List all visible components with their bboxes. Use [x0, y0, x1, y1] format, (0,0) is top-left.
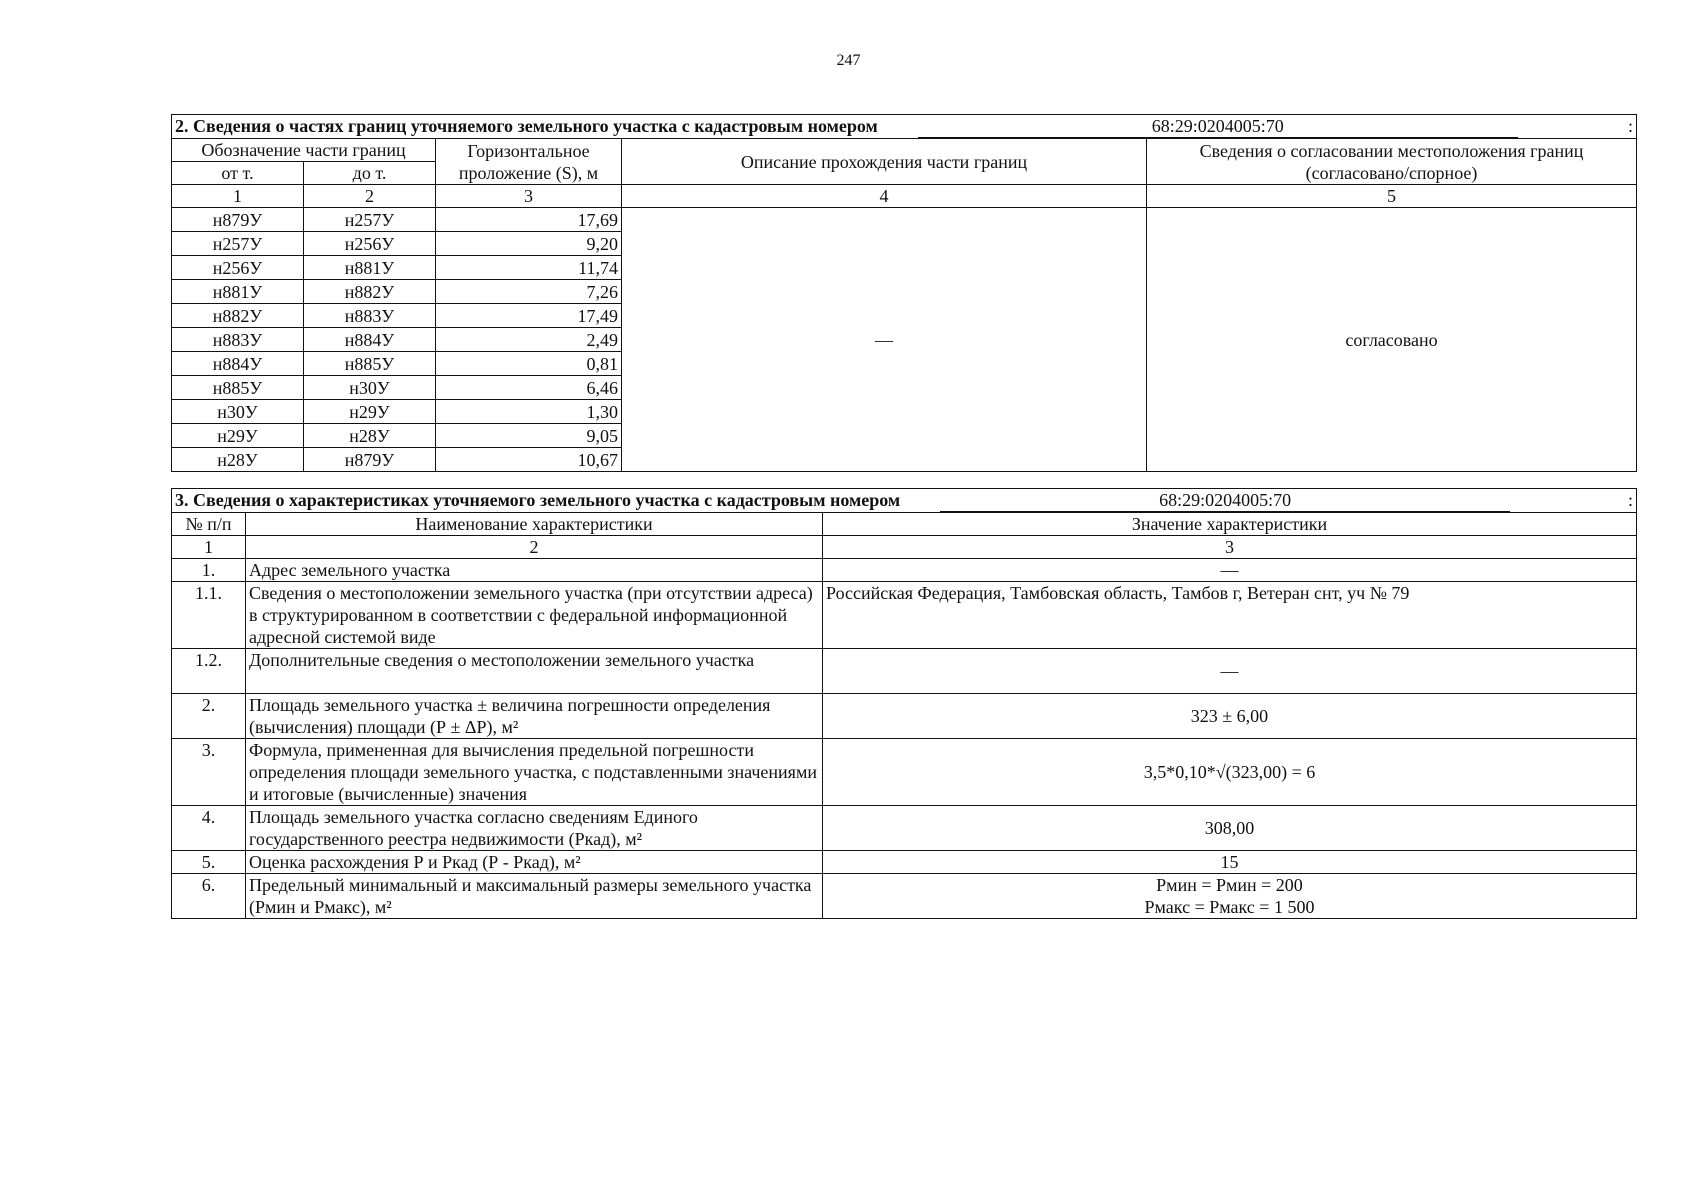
- row-num: 4.: [172, 806, 246, 851]
- row-num: 3.: [172, 739, 246, 806]
- from-point: н883У: [172, 328, 304, 352]
- section3-title: 3. Сведения о характеристиках уточняемого земельного участка с кадастровым номером: [175, 490, 901, 510]
- row-num: 1.1.: [172, 582, 246, 649]
- row-name: Формула, примененная для вычисления предельной погрешности определения площади земельного участка, с подставленными значениями и итоговые (вычисленные) значения: [246, 739, 823, 806]
- max-size-value: Рмакс = Рмакс = 1 500: [1144, 897, 1315, 917]
- to-point: н879У: [304, 448, 436, 472]
- table-row: [172, 874, 1637, 919]
- distance: 6,46: [436, 376, 622, 400]
- to-point: н884У: [304, 328, 436, 352]
- distance: 17,69: [436, 208, 622, 232]
- from-point: н30У: [172, 400, 304, 424]
- table-row: [172, 739, 1637, 806]
- page-number: 247: [836, 52, 861, 69]
- header-from-point: от т.: [172, 162, 304, 185]
- to-point: н885У: [304, 352, 436, 376]
- distance: 0,81: [436, 352, 622, 376]
- header-name: Наименование характеристики: [246, 513, 823, 536]
- distance: 1,30: [436, 400, 622, 424]
- row-value: 308,00: [823, 806, 1637, 851]
- column-number: 4: [622, 185, 1147, 208]
- column-number: 1: [172, 536, 246, 559]
- row-num: 1.: [172, 559, 246, 582]
- column-number: 2: [246, 536, 823, 559]
- table-row: [172, 806, 1637, 851]
- row-value: —: [823, 559, 1637, 582]
- to-point: н28У: [304, 424, 436, 448]
- to-point: н882У: [304, 280, 436, 304]
- table-row: [172, 851, 1637, 874]
- header-boundary-designation: Обозначение части границ: [172, 139, 436, 162]
- row-num: 1.2.: [172, 649, 246, 694]
- column-number: 1: [172, 185, 304, 208]
- min-size-value: Рмин = Рмин = 200: [1156, 875, 1303, 895]
- from-point: н28У: [172, 448, 304, 472]
- row-value: —: [823, 649, 1637, 694]
- distance: 11,74: [436, 256, 622, 280]
- row-value: Российская Федерация, Тамбовская область, Тамбов г, Ветеран снт, уч № 79: [823, 582, 1637, 649]
- row-name: Оценка расхождения Р и Ркад (Р - Ркад), м²: [246, 851, 823, 874]
- column-number: 2: [304, 185, 436, 208]
- section3-title-row: [172, 489, 1637, 513]
- boundary-parts-table: [171, 114, 1637, 472]
- row-name: Дополнительные сведения о местоположении земельного участка: [246, 649, 823, 694]
- from-point: н884У: [172, 352, 304, 376]
- from-point: н256У: [172, 256, 304, 280]
- row-name: Предельный минимальный и максимальный размеры земельного участка (Рмин и Рмакс), м²: [246, 874, 823, 919]
- row-name: Площадь земельного участка согласно сведениям Единого государственного реестра недвижимости (Ркад), м²: [246, 806, 823, 851]
- table-row: [172, 559, 1637, 582]
- to-point: н30У: [304, 376, 436, 400]
- to-point: н883У: [304, 304, 436, 328]
- to-point: н29У: [304, 400, 436, 424]
- table-row: [172, 208, 1637, 232]
- from-point: н885У: [172, 376, 304, 400]
- column-number: 5: [1147, 185, 1637, 208]
- row-name: Сведения о местоположении земельного участка (при отсутствии адреса) в структурированном в соответствии с федеральной информационной адресной системой виде: [246, 582, 823, 649]
- distance: 9,05: [436, 424, 622, 448]
- table-row: [172, 694, 1637, 739]
- distance: 17,49: [436, 304, 622, 328]
- section3-colon: :: [1627, 490, 1633, 510]
- header-num: № п/п: [172, 513, 246, 536]
- agreement-value: согласовано: [1147, 208, 1637, 472]
- row-num: 2.: [172, 694, 246, 739]
- section2-title-row: [172, 115, 1637, 139]
- distance: 9,20: [436, 232, 622, 256]
- row-num: 6.: [172, 874, 246, 919]
- distance: 7,26: [436, 280, 622, 304]
- header-horizontal-distance: Горизонтальное проложение (S), м: [436, 139, 622, 185]
- row-value: 3,5*0,10*√(323,00) = 6: [823, 739, 1637, 806]
- row-value: 323 ± 6,00: [823, 694, 1637, 739]
- from-point: н879У: [172, 208, 304, 232]
- from-point: н881У: [172, 280, 304, 304]
- section2-title: 2. Сведения о частях границ уточняемого земельного участка с кадастровым номером: [175, 116, 878, 136]
- distance: 2,49: [436, 328, 622, 352]
- header-agreement: Сведения о согласовании местоположения границ (согласовано/спорное): [1147, 139, 1637, 185]
- to-point: н881У: [304, 256, 436, 280]
- description-value: —: [622, 208, 1147, 472]
- distance: 10,67: [436, 448, 622, 472]
- row-name: Площадь земельного участка ± величина погрешности определения (вычисления) площади (Р ± ΔР), м²: [246, 694, 823, 739]
- section2-cadastral-number: 68:29:0204005:70: [918, 115, 1518, 138]
- from-point: н882У: [172, 304, 304, 328]
- column-number: 3: [823, 536, 1637, 559]
- section2-colon: :: [1628, 116, 1634, 136]
- characteristics-table: [171, 488, 1637, 919]
- section3-cadastral-number: 68:29:0204005:70: [940, 489, 1510, 512]
- row-value: 15: [823, 851, 1637, 874]
- header-to-point: до т.: [304, 162, 436, 185]
- to-point: н257У: [304, 208, 436, 232]
- row-name: Адрес земельного участка: [246, 559, 823, 582]
- row-num: 5.: [172, 851, 246, 874]
- from-point: н257У: [172, 232, 304, 256]
- column-number: 3: [436, 185, 622, 208]
- header-value: Значение характеристики: [823, 513, 1637, 536]
- row-value-min-max: [823, 874, 1637, 919]
- to-point: н256У: [304, 232, 436, 256]
- table-row: [172, 582, 1637, 649]
- from-point: н29У: [172, 424, 304, 448]
- table-row: [172, 649, 1637, 694]
- header-description: Описание прохождения части границ: [622, 139, 1147, 185]
